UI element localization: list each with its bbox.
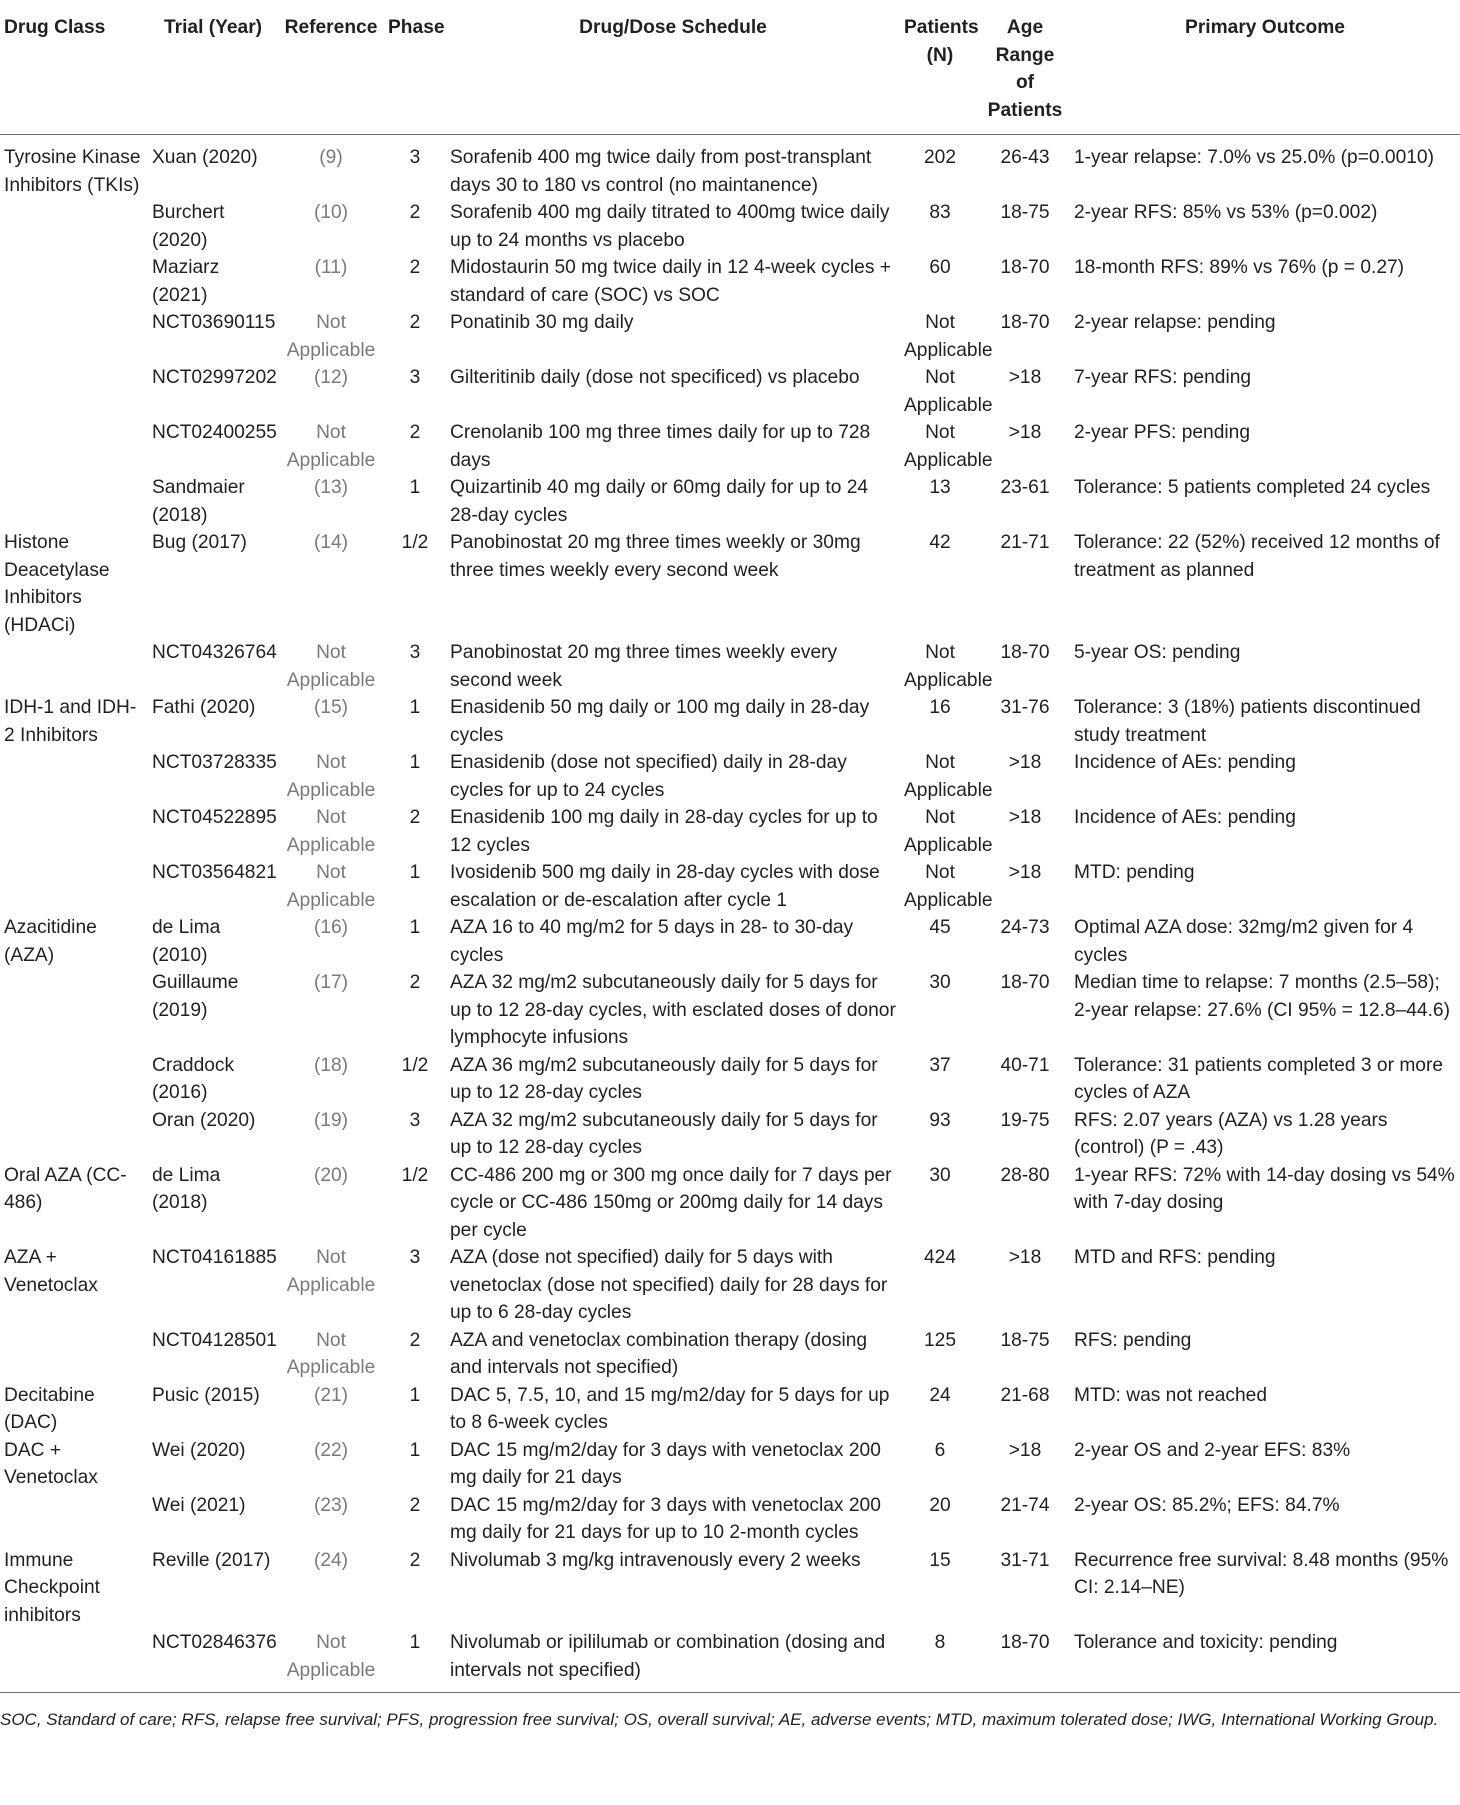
- cell-patients: 16: [929, 697, 951, 718]
- cell-outcome: 1-year relapse: 7.0% vs 25.0% (p=0.0010): [1074, 147, 1434, 168]
- cell-age: 18-75: [1000, 1329, 1050, 1351]
- table-row: [0, 1107, 1460, 1162]
- cell-phase: 3: [409, 147, 421, 168]
- cell-drug-class: Oral AZA (CC-486): [4, 1164, 127, 1213]
- cell-reference: (17): [313, 972, 349, 993]
- trials-table: [0, 10, 1460, 1693]
- cell-trial: Xuan (2020): [152, 147, 258, 168]
- cell-drug-class: [0, 419, 148, 474]
- cell-drug-class: Histone Deacetylase Inhibitors (HDACi): [4, 532, 110, 636]
- cell-drug-class: [0, 1327, 148, 1382]
- table-row: [0, 914, 1460, 969]
- cell-age: >18: [1008, 367, 1042, 388]
- cell-age: >18: [1008, 1247, 1042, 1268]
- cell-trial: NCT03690115: [152, 312, 276, 333]
- cell-phase: 1: [409, 862, 421, 883]
- cell-drug-class: [0, 364, 148, 419]
- cell-phase: 2: [409, 312, 421, 333]
- table-row: [0, 254, 1460, 309]
- cell-phase: 2: [409, 257, 421, 278]
- cell-age: 26-43: [1000, 147, 1050, 168]
- cell-reference: Not Applicable: [286, 312, 376, 361]
- cell-phase: 1: [409, 1384, 421, 1406]
- cell-trial: Guillaume (2019): [152, 972, 239, 1021]
- col-header-phase: Phase: [384, 10, 446, 135]
- cell-age: 21-74: [1000, 1494, 1050, 1516]
- cell-reference: Not Applicable: [286, 1632, 376, 1681]
- cell-reference: Not Applicable: [286, 752, 376, 801]
- cell-phase: 1: [409, 1439, 421, 1461]
- cell-age: 18-75: [1000, 202, 1050, 223]
- cell-trial: Fathi (2020): [152, 697, 256, 718]
- cell-drug-class: [0, 1629, 148, 1693]
- table-row: [0, 1629, 1460, 1693]
- cell-drug-class: [0, 639, 148, 694]
- table-row: [0, 1327, 1460, 1382]
- cell-age: 31-71: [1000, 1549, 1050, 1571]
- table-footnote: SOC, Standard of care; RFS, relapse free survival; PFS, progression free survival; OS, overall survival; AE, adverse events; MTD, maximum tolerated dose; IWG, International Working Group.: [0, 1710, 1439, 1729]
- cell-phase: 3: [409, 1247, 421, 1268]
- table-row: [0, 309, 1460, 364]
- cell-drug-class: [0, 254, 148, 309]
- cell-patients: 93: [929, 1109, 951, 1131]
- cell-reference: (13): [313, 477, 349, 498]
- cell-patients: 24: [929, 1384, 951, 1406]
- cell-age: 24-73: [1000, 917, 1050, 938]
- col-header-trial: Trial (Year): [148, 10, 278, 135]
- cell-reference: Not Applicable: [286, 862, 376, 911]
- cell-schedule: Enasidenib 100 mg daily in 28-day cycles for up to 12 cycles: [450, 807, 878, 856]
- cell-trial: Craddock (2016): [152, 1054, 235, 1103]
- table-row: [0, 1052, 1460, 1107]
- cell-reference: (21): [313, 1384, 349, 1406]
- cell-age: 18-70: [1000, 972, 1050, 993]
- cell-patients: 30: [929, 1164, 951, 1186]
- cell-patients: Not Applicable: [904, 642, 993, 691]
- cell-schedule: AZA (dose not specified) daily for 5 days with venetoclax (dose not specified) daily for 28 days for up to 6 28-day cycles: [450, 1247, 888, 1323]
- cell-trial: Bug (2017): [152, 532, 247, 553]
- cell-phase: 1/2: [401, 1054, 429, 1076]
- cell-trial: de Lima (2018): [152, 1164, 221, 1213]
- table-row: [0, 969, 1460, 1052]
- cell-schedule: DAC 15 mg/m2/day for 3 days with venetoclax 200 mg daily for 21 days: [450, 1439, 881, 1488]
- cell-schedule: Panobinostat 20 mg three times weekly every second week: [450, 642, 838, 691]
- header-row: [0, 10, 1460, 135]
- cell-reference: (11): [314, 257, 348, 278]
- cell-phase: 3: [409, 367, 421, 388]
- cell-age: 18-70: [1000, 312, 1050, 333]
- cell-age: >18: [1008, 1439, 1042, 1461]
- cell-schedule: Gilteritinib daily (dose not specificed) vs placebo: [450, 367, 860, 388]
- cell-patients: 83: [929, 202, 951, 223]
- cell-outcome: 1-year RFS: 72% with 14-day dosing vs 54% with 7-day dosing: [1074, 1164, 1455, 1213]
- cell-age: 18-70: [1000, 642, 1050, 663]
- cell-age: 19-75: [1000, 1109, 1050, 1131]
- col-header-age: Age Range of Patients: [980, 10, 1070, 135]
- cell-patients: 202: [923, 147, 956, 168]
- cell-trial: Burchert (2020): [152, 202, 225, 251]
- cell-reference: Not Applicable: [286, 1247, 376, 1296]
- cell-schedule: CC-486 200 mg or 300 mg once daily for 7 days per cycle or CC-486 150mg or 200mg daily for 14 days per cycle: [450, 1164, 892, 1241]
- cell-schedule: Enasidenib 50 mg daily or 100 mg daily in 28-day cycles: [450, 697, 870, 746]
- table-row: [0, 1382, 1460, 1437]
- cell-schedule: Sorafenib 400 mg twice daily from post-transplant days 30 to 180 vs control (no maintanence): [450, 147, 872, 196]
- table-row: [0, 859, 1460, 914]
- col-header-reference: Reference: [278, 10, 384, 135]
- cell-drug-class: [0, 969, 148, 1052]
- cell-phase: 1: [409, 1632, 421, 1653]
- table-row: [0, 1492, 1460, 1547]
- cell-phase: 1: [409, 697, 421, 718]
- cell-outcome: Optimal AZA dose: 32mg/m2 given for 4 cycles: [1074, 917, 1414, 966]
- cell-outcome: 2-year OS and 2-year EFS: 83%: [1074, 1439, 1351, 1461]
- cell-reference: (14): [313, 532, 349, 553]
- cell-schedule: Quizartinib 40 mg daily or 60mg daily for up to 24 28-day cycles: [450, 477, 869, 526]
- cell-phase: 2: [409, 422, 421, 443]
- cell-patients: 30: [929, 972, 951, 993]
- cell-phase: 3: [409, 642, 421, 663]
- cell-drug-class: [0, 474, 148, 529]
- cell-drug-class: IDH-1 and IDH-2 Inhibitors: [4, 697, 137, 746]
- cell-outcome: MTD and RFS: pending: [1074, 1247, 1276, 1268]
- cell-outcome: Tolerance: 3 (18%) patients discontinued study treatment: [1074, 697, 1421, 746]
- cell-reference: (16): [313, 917, 349, 938]
- cell-reference: (10): [313, 202, 349, 223]
- cell-drug-class: [0, 1107, 148, 1162]
- table-row: [0, 364, 1460, 419]
- cell-drug-class: Tyrosine Kinase Inhibitors (TKIs): [4, 147, 141, 196]
- cell-outcome: 2-year OS: 85.2%; EFS: 84.7%: [1074, 1494, 1340, 1516]
- cell-outcome: Tolerance: 31 patients completed 3 or more cycles of AZA: [1074, 1054, 1444, 1103]
- cell-patients: 15: [929, 1549, 951, 1571]
- cell-trial: Pusic (2015): [152, 1384, 260, 1406]
- cell-phase: 2: [409, 1494, 421, 1516]
- cell-patients: 20: [929, 1494, 951, 1516]
- col-header-outcome: Primary Outcome: [1070, 10, 1460, 135]
- cell-age: >18: [1008, 752, 1042, 773]
- cell-trial: NCT04326764: [152, 642, 277, 663]
- cell-age: 21-68: [1000, 1384, 1050, 1406]
- table-row: [0, 694, 1460, 749]
- cell-trial: NCT02997202: [152, 367, 277, 388]
- cell-patients: Not Applicable: [904, 312, 993, 361]
- cell-outcome: RFS: 2.07 years (AZA) vs 1.28 years (control) (P = .43): [1074, 1109, 1388, 1158]
- cell-trial: NCT04128501: [152, 1329, 277, 1351]
- cell-age: 21-71: [1000, 532, 1050, 553]
- cell-reference: (12): [313, 367, 349, 388]
- cell-trial: Wei (2020): [152, 1439, 246, 1461]
- col-header-schedule: Drug/Dose Schedule: [446, 10, 900, 135]
- cell-patients: 45: [929, 917, 951, 938]
- cell-patients: Not Applicable: [904, 367, 993, 416]
- cell-schedule: Panobinostat 20 mg three times weekly or 30mg three times weekly every second week: [450, 532, 861, 581]
- cell-trial: Maziarz (2021): [152, 257, 220, 306]
- cell-patients: 6: [934, 1439, 946, 1461]
- cell-drug-class: Immune Checkpoint inhibitors: [4, 1549, 100, 1626]
- table-row: [0, 199, 1460, 254]
- table-row: [0, 1437, 1460, 1492]
- cell-phase: 2: [409, 202, 421, 223]
- cell-schedule: Nivolumab or ipililumab or combination (dosing and intervals not specified): [450, 1632, 886, 1681]
- cell-age: 18-70: [1000, 257, 1050, 278]
- cell-drug-class: Decitabine (DAC): [4, 1384, 95, 1433]
- cell-outcome: 18-month RFS: 89% vs 76% (p = 0.27): [1074, 257, 1405, 278]
- cell-reference: Not Applicable: [286, 1329, 376, 1378]
- cell-outcome: Incidence of AEs: pending: [1074, 752, 1296, 773]
- cell-schedule: Enasidenib (dose not specified) daily in 28-day cycles for up to 24 cycles: [450, 752, 847, 801]
- cell-outcome: 5-year OS: pending: [1074, 642, 1241, 663]
- cell-outcome: Recurrence free survival: 8.48 months (95% CI: 2.14–NE): [1074, 1549, 1449, 1598]
- cell-drug-class: [0, 804, 148, 859]
- cell-age: >18: [1008, 422, 1042, 443]
- table-row: [0, 749, 1460, 804]
- table-body: [0, 135, 1460, 1693]
- cell-trial: Reville (2017): [152, 1549, 271, 1571]
- cell-drug-class: [0, 749, 148, 804]
- cell-age: >18: [1008, 862, 1042, 883]
- cell-reference: (19): [313, 1109, 349, 1131]
- cell-phase: 1/2: [401, 532, 429, 553]
- cell-reference: (24): [313, 1549, 349, 1571]
- cell-drug-class: AZA + Venetoclax: [4, 1247, 98, 1296]
- cell-trial: NCT04522895: [152, 807, 277, 828]
- cell-schedule: Crenolanib 100 mg three times daily for up to 728 days: [450, 422, 871, 471]
- cell-patients: 37: [929, 1054, 951, 1076]
- cell-drug-class: [0, 1492, 148, 1547]
- cell-phase: 2: [409, 1329, 421, 1351]
- cell-patients: Not Applicable: [904, 752, 993, 801]
- table-row: [0, 529, 1460, 639]
- table-header: [0, 10, 1460, 135]
- cell-drug-class: [0, 309, 148, 364]
- cell-schedule: Midostaurin 50 mg twice daily in 12 4-week cycles + standard of care (SOC) vs SOC: [450, 257, 891, 306]
- cell-outcome: Incidence of AEs: pending: [1074, 807, 1296, 828]
- cell-patients: 8: [934, 1632, 946, 1653]
- cell-reference: Not Applicable: [286, 642, 376, 691]
- cell-outcome: MTD: pending: [1074, 862, 1195, 883]
- cell-trial: NCT04161885: [152, 1247, 277, 1268]
- cell-trial: NCT03564821: [152, 862, 277, 883]
- cell-schedule: Nivolumab 3 mg/kg intravenously every 2 weeks: [450, 1549, 861, 1571]
- cell-phase: 1: [409, 477, 421, 498]
- cell-age: 40-71: [1000, 1054, 1050, 1076]
- cell-outcome: 7-year RFS: pending: [1074, 367, 1252, 388]
- cell-age: 31-76: [1000, 697, 1050, 718]
- col-header-patients: Patients (N): [900, 10, 980, 135]
- table-row: [0, 1547, 1460, 1630]
- cell-drug-class: [0, 199, 148, 254]
- cell-outcome: 2-year relapse: pending: [1074, 312, 1276, 333]
- cell-phase: 2: [409, 972, 421, 993]
- table-row: [0, 639, 1460, 694]
- table-row: [0, 474, 1460, 529]
- cell-patients: 424: [923, 1247, 956, 1268]
- cell-outcome: Tolerance and toxicity: pending: [1074, 1632, 1338, 1653]
- table-row: [0, 135, 1460, 200]
- cell-trial: Wei (2021): [152, 1494, 246, 1516]
- cell-phase: 1/2: [401, 1164, 429, 1186]
- cell-schedule: Sorafenib 400 mg daily titrated to 400mg twice daily up to 24 months vs placebo: [450, 202, 890, 251]
- cell-patients: 60: [929, 257, 951, 278]
- cell-drug-class: Azacitidine (AZA): [4, 917, 97, 966]
- cell-reference: (18): [313, 1054, 349, 1076]
- cell-outcome: Tolerance: 5 patients completed 24 cycles: [1074, 477, 1431, 498]
- cell-phase: 2: [409, 1549, 421, 1571]
- cell-reference: (20): [313, 1164, 349, 1186]
- cell-patients: 125: [923, 1329, 956, 1351]
- cell-reference: (23): [313, 1494, 349, 1516]
- cell-patients: Not Applicable: [904, 807, 993, 856]
- cell-phase: 3: [409, 1109, 421, 1131]
- col-header-drug-class: Drug Class: [0, 10, 148, 135]
- cell-schedule: Ponatinib 30 mg daily: [450, 312, 634, 333]
- cell-age: 28-80: [1000, 1164, 1050, 1186]
- cell-drug-class: [0, 859, 148, 914]
- cell-age: >18: [1008, 807, 1042, 828]
- cell-age: 23-61: [1000, 477, 1050, 498]
- cell-patients: 13: [929, 477, 951, 498]
- cell-trial: Oran (2020): [152, 1109, 256, 1131]
- cell-outcome: RFS: pending: [1074, 1329, 1192, 1351]
- cell-drug-class: DAC + Venetoclax: [4, 1439, 98, 1488]
- table-row: [0, 804, 1460, 859]
- cell-schedule: AZA 16 to 40 mg/m2 for 5 days in 28- to 30-day cycles: [450, 917, 854, 966]
- cell-schedule: DAC 5, 7.5, 10, and 15 mg/m2/day for 5 days for up to 8 6-week cycles: [450, 1384, 890, 1433]
- table-row: [0, 1244, 1460, 1327]
- cell-schedule: Ivosidenib 500 mg daily in 28-day cycles with dose escalation or de-escalation after cycle 1: [450, 862, 880, 911]
- cell-reference: (9): [319, 147, 343, 168]
- cell-trial: Sandmaier (2018): [152, 477, 245, 526]
- table-row: [0, 419, 1460, 474]
- cell-reference: Not Applicable: [286, 422, 376, 471]
- cell-schedule: DAC 15 mg/m2/day for 3 days with venetoclax 200 mg daily for 21 days for up to 10 2-month cycles: [450, 1494, 881, 1543]
- cell-outcome: MTD: was not reached: [1074, 1384, 1268, 1406]
- cell-trial: NCT02846376: [152, 1632, 277, 1653]
- cell-outcome: 2-year PFS: pending: [1074, 422, 1250, 443]
- cell-reference: (22): [313, 1439, 349, 1461]
- cell-patients: 42: [929, 532, 951, 553]
- cell-outcome: Tolerance: 22 (52%) received 12 months of treatment as planned: [1074, 532, 1440, 581]
- cell-trial: NCT03728335: [152, 752, 277, 773]
- cell-reference: Not Applicable: [286, 807, 376, 856]
- cell-outcome: Median time to relapse: 7 months (2.5–58); 2-year relapse: 27.6% (CI 95% = 12.8–44.6): [1074, 972, 1450, 1021]
- cell-patients: Not Applicable: [904, 862, 993, 911]
- table-row: [0, 1162, 1460, 1245]
- cell-schedule: AZA 32 mg/m2 subcutaneously daily for 5 days for up to 12 28-day cycles: [450, 1109, 878, 1158]
- cell-outcome: 2-year RFS: 85% vs 53% (p=0.002): [1074, 202, 1378, 223]
- cell-reference: (15): [313, 697, 349, 718]
- cell-phase: 1: [409, 917, 421, 938]
- cell-patients: Not Applicable: [904, 422, 993, 471]
- cell-trial: de Lima (2010): [152, 917, 221, 966]
- cell-drug-class: [0, 1052, 148, 1107]
- cell-schedule: AZA 32 mg/m2 subcutaneously daily for 5 days for up to 12 28-day cycles, with esclated doses of donor lymphocyte infusions: [450, 972, 896, 1048]
- cell-schedule: AZA 36 mg/m2 subcutaneously daily for 5 days for up to 12 28-day cycles: [450, 1054, 878, 1103]
- cell-phase: 2: [409, 807, 421, 828]
- cell-age: 18-70: [1000, 1632, 1050, 1653]
- cell-phase: 1: [409, 752, 421, 773]
- cell-schedule: AZA and venetoclax combination therapy (dosing and intervals not specified): [450, 1329, 868, 1378]
- cell-trial: NCT02400255: [152, 422, 277, 443]
